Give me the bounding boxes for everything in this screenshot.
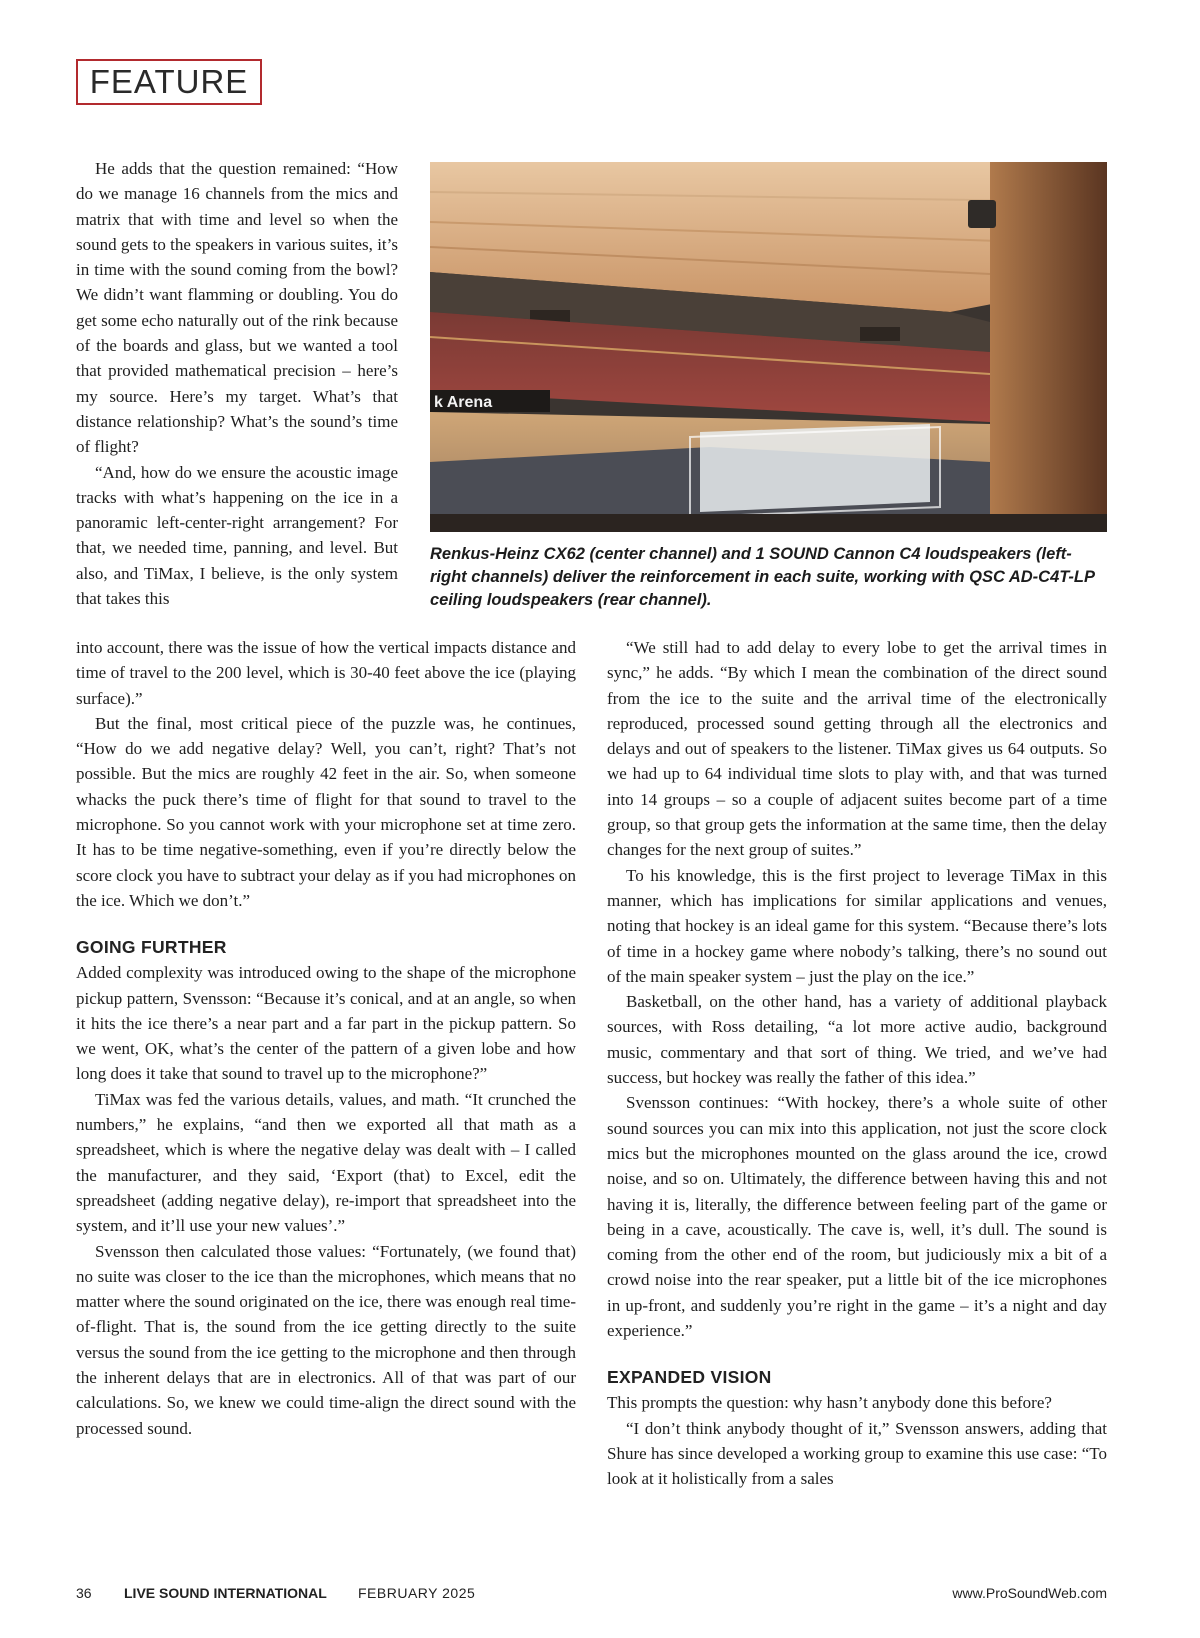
- body-paragraph: But the final, most critical piece of the puzzle was, he continues, “How do we add negative delay? Well, you can’t, right? That’s not possible. But the mics are roughly 42 feet in the air. So, when someone whacks the puck there’s time of flight for that sound to travel to the microphone. So you cannot work with your microphone set at time zero. It has to be time negative-something, even if you’re directly below the score clock you have to subtract your delay as if you had microphones on the ice. Which we don’t.”: [76, 713, 576, 910]
- section-label: FEATURE: [76, 59, 262, 105]
- body-paragraph: Basketball, on the other hand, has a variety of additional playback sources, with Ross detailing, “a lot more active audio, background music, commentary and that sort of thing. We tried, and we’ve had success, but hockey was really the father of this idea.”: [607, 992, 1107, 1088]
- arena-sign: k Arena: [434, 394, 493, 411]
- body-paragraph: “We still had to add delay to every lobe to get the arrival times in sync,” he adds. “By which I mean the combination of the direct sound from the ice to the suite and the arrival time of the electronically reproduced, processed sound getting through all the electronics and delays and out of speakers to the listener. TiMax gives us 64 outputs. So we had up to 64 individual time slots to play with, and that was turned into 14 groups – so a couple of adjacent suites become part of a time group, so that group gets the information at the same time, then the delay changes for the next group of suites.”: [607, 638, 1107, 860]
- body-paragraph: Added complexity was introduced owing to the shape of the microphone pickup pattern, Svensson: “Because it’s conical, and at an angle, so when it hits the ice there’s a near part and a far part in the pickup pattern. So we went, OK, what’s the center of the pattern of a given lobe and how long does it take that sound to travel up to the microphone?”: [76, 963, 576, 1084]
- body-paragraph: TiMax was fed the various details, values, and math. “It crunched the numbers,” he explains, “and then we exported all that math as a spreadsheet, which is where the negative delay was dealt with – I called the manufacturer, and they said, ‘Export (that) to Excel, edit the spreadsheet (adding negative delay), re-import that spreadsheet into the system, and it’ll use your new values’.”: [76, 1089, 576, 1236]
- page-footer: [76, 1585, 1107, 1605]
- photo-caption: Renkus-Heinz CX62 (center channel) and 1 SOUND Cannon C4 loudspeakers (left-right channels) deliver the reinforcement in each suite, working with QSC AD-C4T-LP ceiling loudspeakers (rear channel).: [430, 545, 1095, 609]
- body-paragraph: To his knowledge, this is the first project to leverage TiMax in this manner, which has implications for similar applications and venues, noting that hockey is an ideal game for this system. “Because there’s lots of time in a hockey game where nobody’s talking, there’s no sound out of the main speaker system – just the play on the ice.”: [607, 865, 1107, 986]
- column-left-bottom: [76, 635, 576, 1441]
- magazine-name: LIVE SOUND INTERNATIONAL: [124, 1585, 327, 1601]
- body-paragraph: This prompts the question: why hasn’t anybody done this before?: [607, 1393, 1052, 1413]
- subheading: EXPANDED VISION: [607, 1367, 772, 1388]
- body-paragraph: He adds that the question remained: “How do we manage 16 channels from the mics and matrix that with time and level so when the sound gets to the speakers in various suites, it’s in time with the sound coming from the bowl? We didn’t want flamming or doubling. You do get some echo naturally out of the rink because of the boards and glass, but we wanted a tool that provided mathematical precision – here’s my source. Here’s my target. What’s that distance relationship? What’s the sound’s time of flight?: [76, 159, 398, 457]
- body-paragraph: “And, how do we ensure the acoustic image tracks with what’s happening on the ice in a panoramic left-center-right arrangement? For that, we needed time, panning, and level. But also, and TiMax, I believe, is the only system that takes this: [76, 462, 398, 609]
- column-left-top: [76, 156, 398, 611]
- issue-date: FEBRUARY 2025: [358, 1585, 476, 1601]
- column-right: [607, 635, 1107, 1492]
- page-number: 36: [76, 1585, 92, 1601]
- body-paragraph: Svensson continues: “With hockey, there’s a whole suite of other sound sources you can mix into this application, not just the score clock mics but the microphones mounted on the glass around the ice, crowd noise, and so on. Ultimately, the difference between having this and not having it is, literally, the difference between feeling part of the game or being in a cave, acoustically. The cave is, well, it’s dull. The sound is coming from the other end of the room, but judiciously mix a bit of a crowd noise into the rear speaker, put a little bit of the ice microphones in up-front, and suddenly you’re right in the game – it’s a night and day experience.”: [607, 1093, 1107, 1341]
- arena-photo: [430, 162, 1107, 532]
- body-paragraph: Svensson then calculated those values: “Fortunately, (we found that) no suite was closer to the ice than the microphones, which means that no matter where the sound originated on the ice, there was enough real time-of-flight. That is, the sound from the ice getting directly to the suite versus the sound from the ice getting to the microphone and then through the inherent delays that are in electronics. All of that was part of our calculations. So, we knew we could time-align the direct sound with the processed sound.: [76, 1241, 576, 1438]
- body-paragraph: “I don’t think anybody thought of it,” Svensson answers, adding that Shure has since developed a working group to examine this use case: “To look at it holistically from a sales: [607, 1418, 1107, 1489]
- body-paragraph: into account, there was the issue of how the vertical impacts distance and time of travel to the 200 level, which is 30-40 feet above the ice (playing surface).”: [76, 638, 576, 708]
- website-link[interactable]: www.ProSoundWeb.com: [952, 1585, 1107, 1601]
- subheading: GOING FURTHER: [76, 937, 227, 958]
